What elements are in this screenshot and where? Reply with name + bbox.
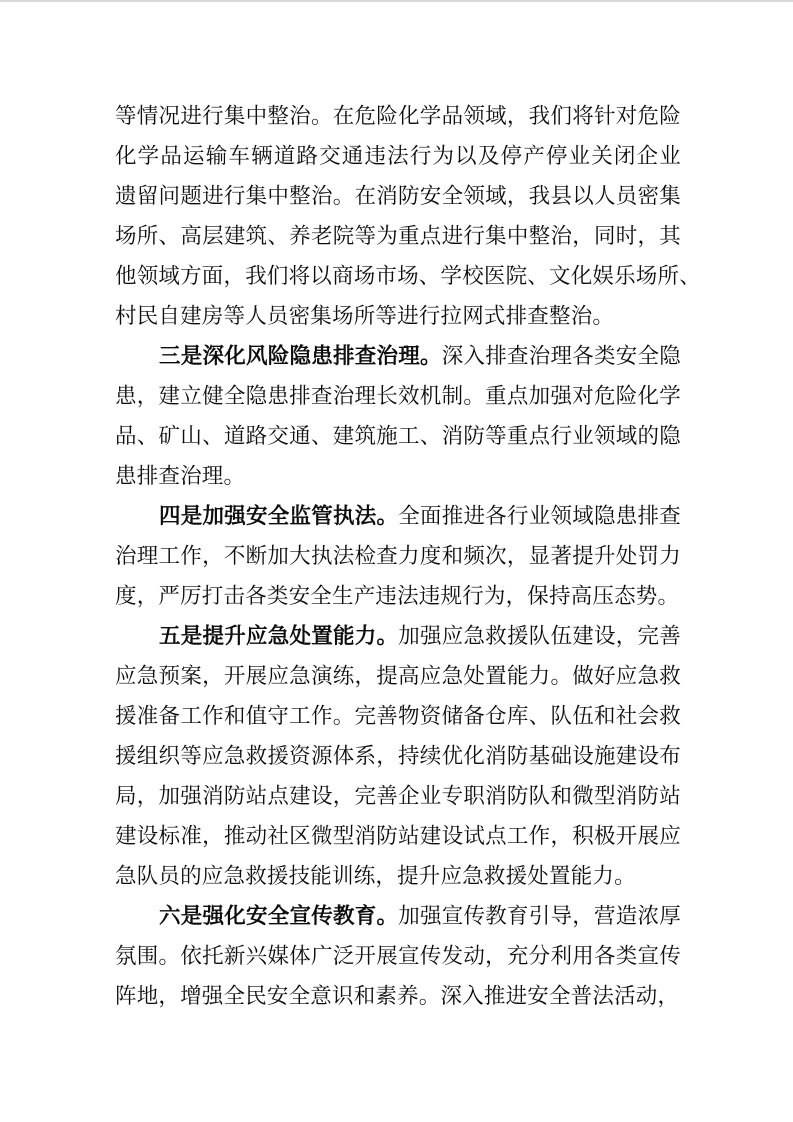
text-line: 场所、高层建筑、养老院等为重点进行集中整治，同时，其	[115, 224, 681, 248]
text-line	[115, 336, 681, 376]
text-line: 村民自建房等人员密集场所等进行拉网式排查整治。	[115, 304, 615, 328]
text-line: 度，严厉打击各类安全生产违法违规行为，保持高压态势。	[115, 584, 680, 608]
text-line: 阵地，增强全民安全意识和素养。深入推进安全普法活动，	[115, 984, 680, 1008]
text-line: 援准备工作和值守工作。完善物资储备仓库、队伍和社会救	[115, 704, 681, 728]
text-run: 全面推进各行业领域隐患排查	[398, 504, 682, 528]
paragraph	[115, 96, 701, 336]
text-line	[115, 496, 681, 536]
text-run: 加强应急救援队伍建设，完善	[398, 624, 682, 648]
text-line	[115, 896, 681, 936]
page-top-edge	[0, 0, 793, 2]
paragraph-lead-bold: 五是提升应急处置能力。	[159, 624, 399, 648]
text-line: 化学品运输车辆道路交通违法行为以及停产停业关闭企业	[115, 144, 681, 168]
paragraph	[115, 336, 681, 496]
text-line: 应急预案，开展应急演练，提高应急处置能力。做好应急救	[115, 664, 681, 688]
text-line: 急队员的应急救援技能训练，提升应急救援处置能力。	[115, 864, 636, 888]
text-line: 局，加强消防站点建设，完善企业专职消防队和微型消防站	[115, 784, 681, 808]
text-line: 建设标准，推动社区微型消防站建设试点工作，积极开展应	[115, 824, 681, 848]
paragraph-lead-bold: 四是加强安全监管执法。	[159, 504, 399, 528]
text-line: 患，建立健全隐患排查治理长效机制。重点加强对危险化学	[115, 384, 681, 408]
text-line: 患排查治理。	[115, 464, 246, 488]
text-line: 等情况进行集中整治。在危险化学品领域，我们将针对危险	[115, 104, 681, 128]
text-line: 他领域方面，我们将以商场市场、学校医院、文化娱乐场所、	[115, 264, 701, 288]
text-line: 氛围。依托新兴媒体广泛开展宣传发动，充分利用各类宣传	[115, 944, 681, 968]
text-line: 治理工作，不断加大执法检查力度和频次，显著提升处罚力	[115, 544, 681, 568]
text-run: 加强宣传教育引导，营造浓厚	[398, 904, 682, 928]
paragraph	[115, 616, 681, 896]
paragraph	[115, 496, 681, 616]
paragraph-lead-bold: 六是强化安全宣传教育。	[159, 904, 399, 928]
text-line: 援组织等应急救援资源体系，持续优化消防基础设施建设布	[115, 744, 681, 768]
text-run: 深入排查治理各类安全隐	[441, 344, 681, 368]
paragraph-lead-bold: 三是深化风险隐患排查治理。	[159, 344, 442, 368]
text-line: 品、矿山、道路交通、建筑施工、消防等重点行业领域的隐	[115, 424, 681, 448]
paragraph	[115, 896, 681, 1016]
text-line	[115, 616, 681, 656]
document-body	[115, 96, 701, 1016]
text-line: 遗留问题进行集中整治。在消防安全领域，我县以人员密集	[115, 184, 681, 208]
